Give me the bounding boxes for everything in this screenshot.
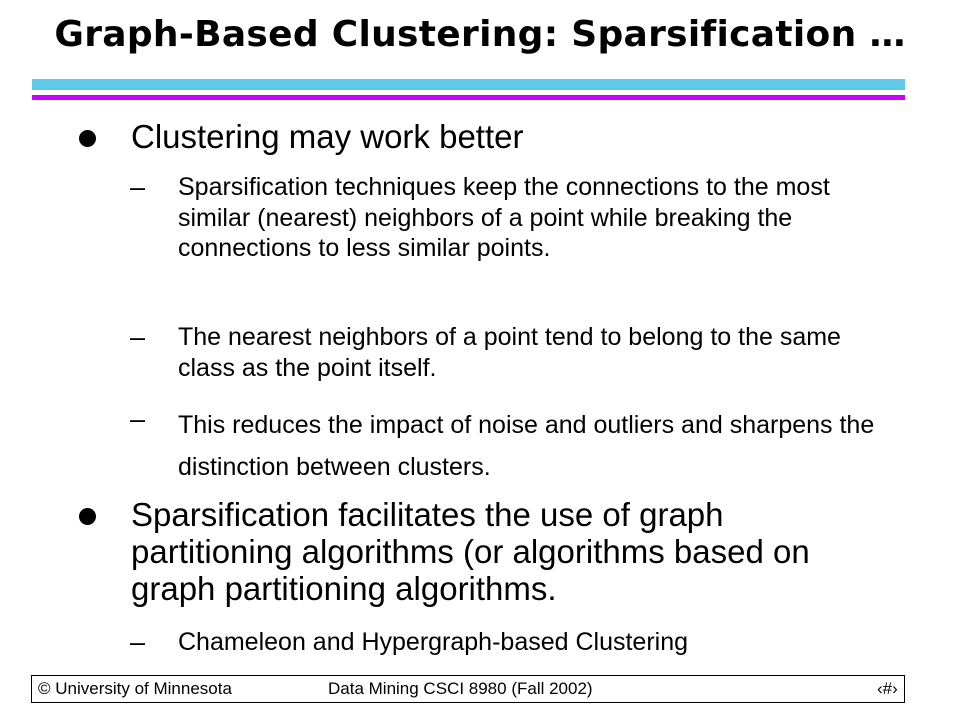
sub-bullet-dash: – [130,322,146,352]
slide-title: Graph-Based Clustering: Sparsification … [54,14,906,55]
footer-copyright: © University of Minnesota [38,679,232,698]
title-underline-cyan [32,79,905,90]
sub-bullet-text: Sparsification techniques keep the connections to the most similar (nearest) neighbors of a point while breaking the connections to less similar points. [178,173,830,262]
sub-bullet-text: The nearest neighbors of a point tend to belong to the same class as the point itself. [178,323,841,382]
bullet-dot-icon [79,508,96,525]
sub-bullet-dash: – [130,404,146,434]
bullet-text: Sparsification facilitates the use of graph partitioning algorithms (or algorithms based on graph partitioning algorithms. [131,496,810,607]
sub-bullet-dash: – [130,627,146,657]
bullet-dot-icon [79,130,96,147]
sub-bullet-text: Chameleon and Hypergraph-based Clustering [178,628,689,656]
sub-bullet-dash: – [130,172,146,202]
footer-course: Data Mining CSCI 8980 (Fall 2002) [328,679,593,698]
sub-bullet-text: This reduces the impact of noise and outliers and sharpens the distinction between clusters. [178,411,875,481]
slide-footer [31,675,905,703]
footer-page-number: ‹#› [877,679,898,698]
title-underline-purple [32,95,905,100]
bullet-text: Clustering may work better [131,118,524,155]
